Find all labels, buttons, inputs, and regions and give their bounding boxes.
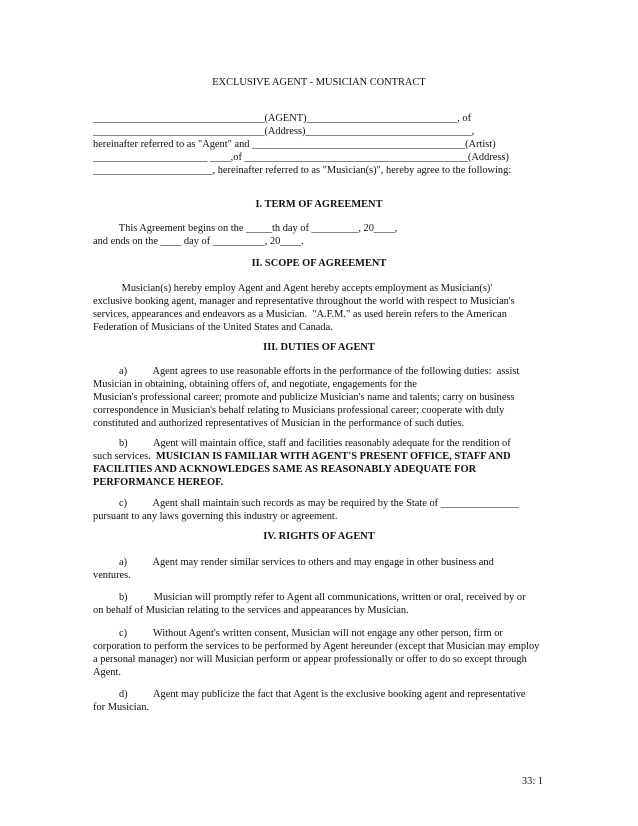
rights-c-line: Agent. (93, 667, 121, 678)
scope-line: Musician(s) hereby employ Agent and Agent hereby accepts employment as Musician(s)' (93, 283, 493, 294)
term-line: This Agreement begins on the _____th day of _________, 20____, (93, 223, 398, 234)
intro-line: _________________________________(Address)________________________________, (93, 126, 475, 137)
rights-c-line: corporation to perform the services to be performed by Agent hereunder (except that Musician may employ (93, 641, 540, 652)
rights-d-line: d) Agent may publicize the fact that Agent is the exclusive booking agent and representative (93, 689, 526, 700)
rights-b-line: b) Musician will promptly refer to Agent all communications, written or oral, received by or (93, 592, 526, 603)
document-title: EXCLUSIVE AGENT - MUSICIAN CONTRACT (212, 77, 426, 88)
scope-line: Federation of Musicians of the United States and Canada. (93, 322, 333, 333)
duties-a-line: Musician in obtaining, obtaining offers of, and negotiate, engagements for the (93, 379, 417, 390)
intro-line: hereinafter referred to as "Agent" and _________________________________________(Artist) (93, 139, 496, 150)
duties-b-line (93, 450, 511, 463)
intro-line: _______________________, hereinafter referred to as "Musician(s)", hereby agree to the following: (93, 165, 512, 176)
rights-c-line: a personal manager) nor will Musician perform or appear professionally or offer to do so except through (93, 654, 527, 665)
intro-line: ______________________ ____,of ___________________________________________(Address) (93, 152, 509, 163)
duties-c-line: pursuant to any laws governing this industry or agreement. (93, 511, 338, 522)
duties-b-plain: such services. (93, 451, 156, 462)
duties-a-line: a) Agent agrees to use reasonable efforts in the performance of the following duties: assist (93, 366, 520, 377)
duties-a-line: correspondence in Musician's behalf relating to Musicians professional career; cooperate with duly (93, 405, 505, 416)
section-heading-duties: III. DUTIES OF AGENT (263, 342, 375, 353)
term-line: and ends on the ____ day of __________, 20____. (93, 236, 304, 247)
section-heading-term: I. TERM OF AGREEMENT (255, 199, 383, 210)
rights-c-line: c) Without Agent's written consent, Musician will not engage any other person, firm or (93, 628, 503, 639)
rights-d-line: for Musician. (93, 702, 149, 713)
scope-line: exclusive booking agent, manager and representative throughout the world with respect to Musician's (93, 296, 515, 307)
duties-c-line: c) Agent shall maintain such records as may be required by the State of _______________ (93, 498, 519, 509)
rights-a-line: a) Agent may render similar services to others and may engage in other business and (93, 557, 494, 568)
duties-b-bold-line: FACILITIES AND ACKNOWLEDGES SAME AS REASONABLY ADEQUATE FOR (93, 464, 477, 475)
rights-b-line: on behalf of Musician relating to the services and appearances by Musician. (93, 605, 409, 616)
duties-a-line: constituted and authorized representatives of Musician in the performance of such duties. (93, 418, 465, 429)
duties-a-line: Musician's professional career; promote and publicize Musician's name and talents; carry on business (93, 392, 515, 403)
duties-b-bold-line: PERFORMANCE HEREOF. (93, 477, 224, 488)
rights-a-line: ventures. (93, 570, 131, 581)
section-heading-scope: II. SCOPE OF AGREEMENT (251, 258, 387, 269)
page-number: 33: 1 (521, 776, 543, 787)
duties-b-line: b) Agent will maintain office, staff and facilities reasonably adequate for the rendition of (93, 438, 511, 449)
section-heading-rights: IV. RIGHTS OF AGENT (263, 531, 375, 542)
scope-line: services, appearances and endeavors as a Musician. "A.F.M." as used herein refers to the American (93, 309, 507, 320)
intro-line: _________________________________(AGENT)_____________________________, of (93, 113, 472, 124)
duties-b-bold: MUSICIAN IS FAMILIAR WITH AGENT'S PRESENT OFFICE, STAFF AND (155, 451, 511, 462)
